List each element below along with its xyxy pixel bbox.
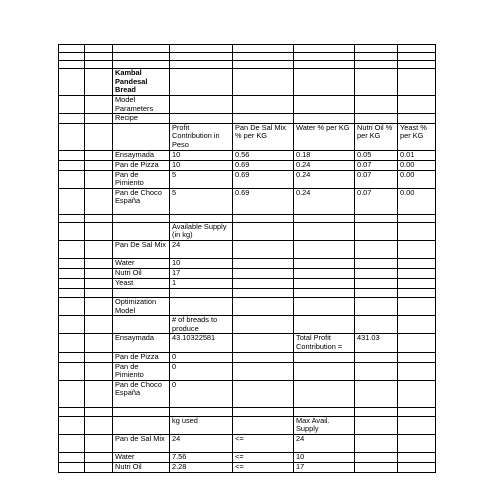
sheet-cell[interactable] bbox=[398, 434, 436, 452]
sheet-cell[interactable] bbox=[355, 434, 398, 452]
sheet-row bbox=[59, 222, 436, 240]
sheet-cell[interactable] bbox=[170, 407, 233, 416]
sheet-cell[interactable] bbox=[59, 123, 85, 150]
sheet-cell[interactable]: Recipe bbox=[113, 114, 170, 124]
sheet-cell[interactable]: Water bbox=[113, 258, 170, 268]
sheet-cell[interactable] bbox=[113, 53, 170, 61]
sheet-cell[interactable] bbox=[294, 45, 355, 53]
sheet-cell[interactable]: Yeast % per KG bbox=[398, 123, 436, 150]
sheet-cell[interactable] bbox=[233, 407, 294, 416]
sheet-cell[interactable] bbox=[59, 380, 85, 407]
sheet-cell[interactable] bbox=[398, 416, 436, 434]
sheet-cell[interactable] bbox=[398, 45, 436, 53]
sheet-row bbox=[59, 362, 436, 380]
sheet-cell[interactable] bbox=[59, 316, 85, 334]
sheet-cell[interactable]: 24 bbox=[170, 240, 233, 258]
sheet-cell[interactable] bbox=[294, 316, 355, 334]
sheet-cell[interactable] bbox=[398, 53, 436, 61]
sheet-cell[interactable] bbox=[85, 170, 113, 188]
sheet-cell[interactable] bbox=[59, 222, 85, 240]
sheet-cell[interactable] bbox=[85, 334, 113, 352]
sheet-cell[interactable] bbox=[233, 222, 294, 240]
sheet-cell[interactable] bbox=[59, 160, 85, 170]
sheet-cell[interactable] bbox=[85, 434, 113, 452]
sheet-cell[interactable] bbox=[85, 258, 113, 268]
sheet-cell[interactable]: Model Parameters bbox=[113, 96, 170, 114]
sheet-cell[interactable] bbox=[113, 222, 170, 240]
sheet-cell[interactable]: Yeast bbox=[113, 278, 170, 288]
sheet-cell[interactable] bbox=[85, 222, 113, 240]
sheet-cell[interactable] bbox=[398, 352, 436, 362]
sheet-cell[interactable] bbox=[113, 416, 170, 434]
sheet-cell[interactable] bbox=[355, 61, 398, 69]
sheet-cell[interactable] bbox=[85, 297, 113, 315]
sheet-cell[interactable] bbox=[398, 96, 436, 114]
sheet-cell[interactable] bbox=[355, 96, 398, 114]
sheet-cell[interactable] bbox=[398, 380, 436, 407]
sheet-cell[interactable] bbox=[113, 407, 170, 416]
sheet-cell[interactable] bbox=[355, 53, 398, 61]
sheet-cell[interactable]: Pan De Sal Mix % per KG bbox=[233, 123, 294, 150]
sheet-cell[interactable] bbox=[355, 297, 398, 315]
sheet-cell[interactable] bbox=[59, 114, 85, 124]
sheet-cell[interactable]: 0.07 bbox=[355, 160, 398, 170]
sheet-row bbox=[59, 123, 436, 150]
sheet-cell[interactable]: Pan de Pimiento bbox=[113, 170, 170, 188]
sheet-cell[interactable] bbox=[170, 53, 233, 61]
sheet-cell[interactable]: 43.10322581 bbox=[170, 334, 233, 352]
sheet-cell[interactable]: 17 bbox=[170, 268, 233, 278]
sheet-cell[interactable] bbox=[398, 114, 436, 124]
sheet-cell[interactable] bbox=[85, 53, 113, 61]
sheet-cell[interactable]: <= bbox=[233, 462, 294, 472]
sheet-cell[interactable]: <= bbox=[233, 452, 294, 462]
sheet-cell[interactable]: Water % per KG bbox=[294, 123, 355, 150]
sheet-cell[interactable] bbox=[85, 268, 113, 278]
sheet-cell[interactable]: 0.18 bbox=[294, 150, 355, 160]
sheet-cell[interactable]: 10 bbox=[294, 452, 355, 462]
sheet-cell[interactable]: 24 bbox=[170, 434, 233, 452]
sheet-cell[interactable] bbox=[398, 452, 436, 462]
sheet-cell[interactable] bbox=[59, 462, 85, 472]
sheet-cell[interactable] bbox=[398, 268, 436, 278]
sheet-cell[interactable]: 1 bbox=[170, 278, 233, 288]
sheet-row bbox=[59, 53, 436, 61]
sheet-cell[interactable]: Ensaymada bbox=[113, 150, 170, 160]
sheet-row bbox=[59, 278, 436, 288]
sheet-cell[interactable]: Nutri Oil bbox=[113, 268, 170, 278]
sheet-cell[interactable]: 7.56 bbox=[170, 452, 233, 462]
sheet-cell[interactable]: 5 bbox=[170, 188, 233, 214]
sheet-cell[interactable] bbox=[233, 61, 294, 69]
sheet-cell[interactable] bbox=[233, 334, 294, 352]
sheet-cell[interactable] bbox=[59, 61, 85, 69]
sheet-cell[interactable] bbox=[85, 316, 113, 334]
sheet-cell[interactable]: Profit Contribution in Peso bbox=[170, 123, 233, 150]
sheet-cell[interactable] bbox=[294, 258, 355, 268]
sheet-cell[interactable] bbox=[233, 288, 294, 297]
sheet-cell[interactable] bbox=[113, 214, 170, 222]
sheet-cell[interactable] bbox=[233, 45, 294, 53]
sheet-cell[interactable] bbox=[85, 123, 113, 150]
sheet-cell[interactable] bbox=[85, 462, 113, 472]
sheet-cell[interactable] bbox=[233, 380, 294, 407]
sheet-cell[interactable] bbox=[398, 407, 436, 416]
sheet-cell[interactable] bbox=[398, 297, 436, 315]
sheet-cell[interactable] bbox=[294, 278, 355, 288]
sheet-cell[interactable] bbox=[59, 452, 85, 462]
sheet-cell[interactable]: 0 bbox=[170, 352, 233, 362]
sheet-cell[interactable] bbox=[113, 45, 170, 53]
sheet-cell[interactable] bbox=[59, 45, 85, 53]
sheet-cell[interactable] bbox=[59, 434, 85, 452]
sheet-cell[interactable] bbox=[355, 416, 398, 434]
sheet-cell[interactable] bbox=[398, 334, 436, 352]
sheet-cell[interactable]: Ensaymada bbox=[113, 334, 170, 352]
sheet-cell[interactable] bbox=[85, 416, 113, 434]
sheet-cell[interactable] bbox=[85, 362, 113, 380]
sheet-cell[interactable] bbox=[294, 362, 355, 380]
sheet-cell[interactable] bbox=[398, 316, 436, 334]
sheet-cell[interactable] bbox=[294, 352, 355, 362]
sheet-cell[interactable] bbox=[355, 222, 398, 240]
sheet-cell[interactable] bbox=[398, 240, 436, 258]
sheet-cell[interactable]: 0.24 bbox=[294, 170, 355, 188]
sheet-cell[interactable] bbox=[355, 278, 398, 288]
sheet-row bbox=[59, 240, 436, 258]
sheet-cell[interactable] bbox=[59, 268, 85, 278]
sheet-cell[interactable] bbox=[85, 188, 113, 214]
sheet-cell[interactable] bbox=[113, 61, 170, 69]
sheet-cell[interactable]: Total Profit Contribution = bbox=[294, 334, 355, 352]
sheet-cell[interactable] bbox=[59, 334, 85, 352]
sheet-row bbox=[59, 150, 436, 160]
sheet-row bbox=[59, 114, 436, 124]
sheet-cell[interactable] bbox=[398, 288, 436, 297]
sheet-cell[interactable]: Pan de Pimiento bbox=[113, 362, 170, 380]
sheet-cell[interactable] bbox=[59, 69, 85, 96]
sheet-cell[interactable] bbox=[355, 452, 398, 462]
sheet-cell[interactable]: Pan de Pizza bbox=[113, 352, 170, 362]
sheet-cell[interactable] bbox=[233, 352, 294, 362]
sheet-cell[interactable]: 0.00 bbox=[398, 188, 436, 214]
sheet-cell[interactable]: kg used bbox=[170, 416, 233, 434]
sheet-cell[interactable] bbox=[355, 407, 398, 416]
sheet-row bbox=[59, 288, 436, 297]
sheet-cell[interactable] bbox=[233, 416, 294, 434]
sheet-row bbox=[59, 462, 436, 472]
sheet-cell[interactable]: Optimization Model bbox=[113, 297, 170, 315]
sheet-cell[interactable] bbox=[398, 462, 436, 472]
sheet-cell[interactable] bbox=[233, 240, 294, 258]
sheet-row bbox=[59, 268, 436, 278]
sheet-row bbox=[59, 214, 436, 222]
sheet-cell[interactable] bbox=[59, 53, 85, 61]
sheet-row bbox=[59, 61, 436, 69]
spreadsheet-body bbox=[59, 45, 436, 473]
sheet-row bbox=[59, 160, 436, 170]
sheet-cell[interactable] bbox=[355, 288, 398, 297]
sheet-row bbox=[59, 352, 436, 362]
sheet-row bbox=[59, 96, 436, 114]
sheet-cell[interactable]: 0.24 bbox=[294, 160, 355, 170]
sheet-cell[interactable] bbox=[85, 407, 113, 416]
sheet-cell[interactable] bbox=[113, 123, 170, 150]
sheet-cell[interactable] bbox=[355, 258, 398, 268]
sheet-cell[interactable] bbox=[170, 61, 233, 69]
sheet-cell[interactable] bbox=[85, 240, 113, 258]
sheet-cell[interactable] bbox=[355, 268, 398, 278]
sheet-cell[interactable] bbox=[398, 258, 436, 268]
sheet-cell[interactable]: 24 bbox=[294, 434, 355, 452]
sheet-cell[interactable] bbox=[85, 45, 113, 53]
sheet-cell[interactable] bbox=[233, 214, 294, 222]
sheet-row bbox=[59, 45, 436, 53]
sheet-cell[interactable] bbox=[85, 278, 113, 288]
sheet-row bbox=[59, 316, 436, 334]
sheet-cell[interactable] bbox=[170, 96, 233, 114]
sheet-cell[interactable] bbox=[294, 114, 355, 124]
sheet-cell[interactable] bbox=[59, 407, 85, 416]
spreadsheet-grid bbox=[58, 44, 436, 473]
sheet-cell[interactable]: 0.69 bbox=[233, 188, 294, 214]
sheet-row bbox=[59, 297, 436, 315]
sheet-cell[interactable] bbox=[233, 316, 294, 334]
sheet-cell[interactable] bbox=[233, 258, 294, 268]
sheet-cell[interactable] bbox=[59, 188, 85, 214]
sheet-cell[interactable] bbox=[233, 69, 294, 96]
sheet-cell[interactable]: 10 bbox=[170, 150, 233, 160]
sheet-cell[interactable]: 5 bbox=[170, 170, 233, 188]
sheet-row bbox=[59, 334, 436, 352]
sheet-row bbox=[59, 170, 436, 188]
sheet-cell[interactable] bbox=[85, 288, 113, 297]
sheet-cell[interactable] bbox=[59, 416, 85, 434]
sheet-cell[interactable] bbox=[59, 362, 85, 380]
sheet-cell[interactable] bbox=[113, 316, 170, 334]
sheet-cell[interactable] bbox=[398, 61, 436, 69]
sheet-cell[interactable]: 0.56 bbox=[233, 150, 294, 160]
sheet-row bbox=[59, 407, 436, 416]
sheet-cell[interactable] bbox=[233, 297, 294, 315]
sheet-cell[interactable] bbox=[355, 462, 398, 472]
sheet-cell[interactable] bbox=[59, 214, 85, 222]
sheet-cell[interactable] bbox=[170, 69, 233, 96]
sheet-cell[interactable] bbox=[59, 96, 85, 114]
sheet-cell[interactable]: Nutri Oil bbox=[113, 462, 170, 472]
sheet-cell[interactable] bbox=[294, 288, 355, 297]
sheet-cell[interactable] bbox=[59, 170, 85, 188]
sheet-cell[interactable] bbox=[233, 96, 294, 114]
sheet-cell[interactable] bbox=[294, 297, 355, 315]
sheet-cell[interactable]: 10 bbox=[170, 160, 233, 170]
sheet-cell[interactable]: Pan de Sal Mix bbox=[113, 434, 170, 452]
sheet-cell[interactable] bbox=[294, 407, 355, 416]
sheet-cell[interactable] bbox=[85, 380, 113, 407]
sheet-cell[interactable]: 431.03 bbox=[355, 334, 398, 352]
sheet-row bbox=[59, 380, 436, 407]
sheet-cell[interactable] bbox=[398, 69, 436, 96]
sheet-cell[interactable] bbox=[294, 222, 355, 240]
sheet-cell[interactable] bbox=[59, 150, 85, 160]
sheet-row bbox=[59, 258, 436, 268]
sheet-cell[interactable]: 17 bbox=[294, 462, 355, 472]
sheet-cell[interactable] bbox=[294, 380, 355, 407]
sheet-cell[interactable]: 0.00 bbox=[398, 170, 436, 188]
sheet-cell[interactable] bbox=[113, 288, 170, 297]
sheet-cell[interactable] bbox=[294, 53, 355, 61]
sheet-cell[interactable] bbox=[233, 268, 294, 278]
sheet-cell[interactable] bbox=[170, 45, 233, 53]
sheet-cell[interactable] bbox=[398, 278, 436, 288]
sheet-cell[interactable] bbox=[59, 352, 85, 362]
sheet-cell[interactable]: # of breads to produce bbox=[170, 316, 233, 334]
sheet-cell[interactable] bbox=[59, 258, 85, 268]
sheet-cell[interactable]: Max Avail. Supply bbox=[294, 416, 355, 434]
sheet-cell[interactable] bbox=[170, 297, 233, 315]
sheet-cell[interactable] bbox=[294, 69, 355, 96]
sheet-cell[interactable] bbox=[59, 297, 85, 315]
sheet-cell[interactable] bbox=[294, 61, 355, 69]
sheet-cell[interactable] bbox=[294, 268, 355, 278]
sheet-cell[interactable] bbox=[85, 352, 113, 362]
sheet-cell[interactable] bbox=[85, 150, 113, 160]
sheet-cell[interactable]: <= bbox=[233, 434, 294, 452]
sheet-cell[interactable] bbox=[294, 214, 355, 222]
sheet-cell[interactable] bbox=[398, 222, 436, 240]
sheet-cell[interactable] bbox=[170, 288, 233, 297]
sheet-cell[interactable] bbox=[85, 96, 113, 114]
sheet-cell[interactable] bbox=[59, 240, 85, 258]
sheet-cell[interactable]: 0.01 bbox=[398, 150, 436, 160]
sheet-cell[interactable]: Pan de Pizza bbox=[113, 160, 170, 170]
sheet-cell[interactable] bbox=[85, 114, 113, 124]
sheet-cell[interactable] bbox=[85, 160, 113, 170]
sheet-cell[interactable]: 0.07 bbox=[355, 188, 398, 214]
sheet-cell[interactable] bbox=[355, 45, 398, 53]
sheet-cell[interactable] bbox=[355, 352, 398, 362]
sheet-cell[interactable]: 0 bbox=[170, 380, 233, 407]
sheet-row bbox=[59, 416, 436, 434]
sheet-cell[interactable] bbox=[59, 288, 85, 297]
sheet-cell[interactable] bbox=[170, 214, 233, 222]
sheet-cell[interactable]: 0.24 bbox=[294, 188, 355, 214]
sheet-cell[interactable]: 2.28 bbox=[170, 462, 233, 472]
sheet-cell[interactable]: 0.69 bbox=[233, 170, 294, 188]
sheet-cell[interactable] bbox=[398, 362, 436, 380]
sheet-row bbox=[59, 452, 436, 462]
sheet-cell[interactable]: 0.00 bbox=[398, 160, 436, 170]
sheet-row bbox=[59, 434, 436, 452]
sheet-cell[interactable]: 10 bbox=[170, 258, 233, 268]
sheet-cell[interactable]: 0.05 bbox=[355, 150, 398, 160]
sheet-cell[interactable] bbox=[233, 278, 294, 288]
sheet-cell[interactable] bbox=[355, 214, 398, 222]
sheet-cell[interactable] bbox=[294, 240, 355, 258]
sheet-cell[interactable] bbox=[355, 114, 398, 124]
sheet-cell[interactable]: Kambal Pandesal Bread bbox=[113, 69, 170, 96]
sheet-cell[interactable] bbox=[294, 96, 355, 114]
sheet-cell[interactable] bbox=[355, 362, 398, 380]
sheet-cell[interactable] bbox=[85, 69, 113, 96]
sheet-cell[interactable]: Nutri Oil % per KG bbox=[355, 123, 398, 150]
sheet-cell[interactable]: 0.69 bbox=[233, 160, 294, 170]
sheet-cell[interactable] bbox=[355, 316, 398, 334]
sheet-cell[interactable]: Pan De Sal Mix bbox=[113, 240, 170, 258]
sheet-cell[interactable] bbox=[170, 114, 233, 124]
sheet-cell[interactable] bbox=[233, 362, 294, 380]
sheet-cell[interactable]: Pan de Choco España bbox=[113, 188, 170, 214]
sheet-row bbox=[59, 188, 436, 214]
sheet-cell[interactable] bbox=[85, 452, 113, 462]
sheet-cell[interactable] bbox=[233, 114, 294, 124]
sheet-cell[interactable] bbox=[355, 380, 398, 407]
sheet-cell[interactable] bbox=[85, 61, 113, 69]
sheet-cell[interactable]: Water bbox=[113, 452, 170, 462]
sheet-cell[interactable] bbox=[398, 214, 436, 222]
sheet-cell[interactable]: 0.07 bbox=[355, 170, 398, 188]
sheet-cell[interactable] bbox=[355, 69, 398, 96]
sheet-cell[interactable] bbox=[355, 240, 398, 258]
sheet-cell[interactable]: Available Supply (in kg) bbox=[170, 222, 233, 240]
sheet-cell[interactable] bbox=[85, 214, 113, 222]
sheet-row bbox=[59, 69, 436, 96]
sheet-cell[interactable] bbox=[59, 278, 85, 288]
sheet-cell[interactable]: Pan de Choco España bbox=[113, 380, 170, 407]
sheet-cell[interactable]: 0 bbox=[170, 362, 233, 380]
sheet-cell[interactable] bbox=[233, 53, 294, 61]
